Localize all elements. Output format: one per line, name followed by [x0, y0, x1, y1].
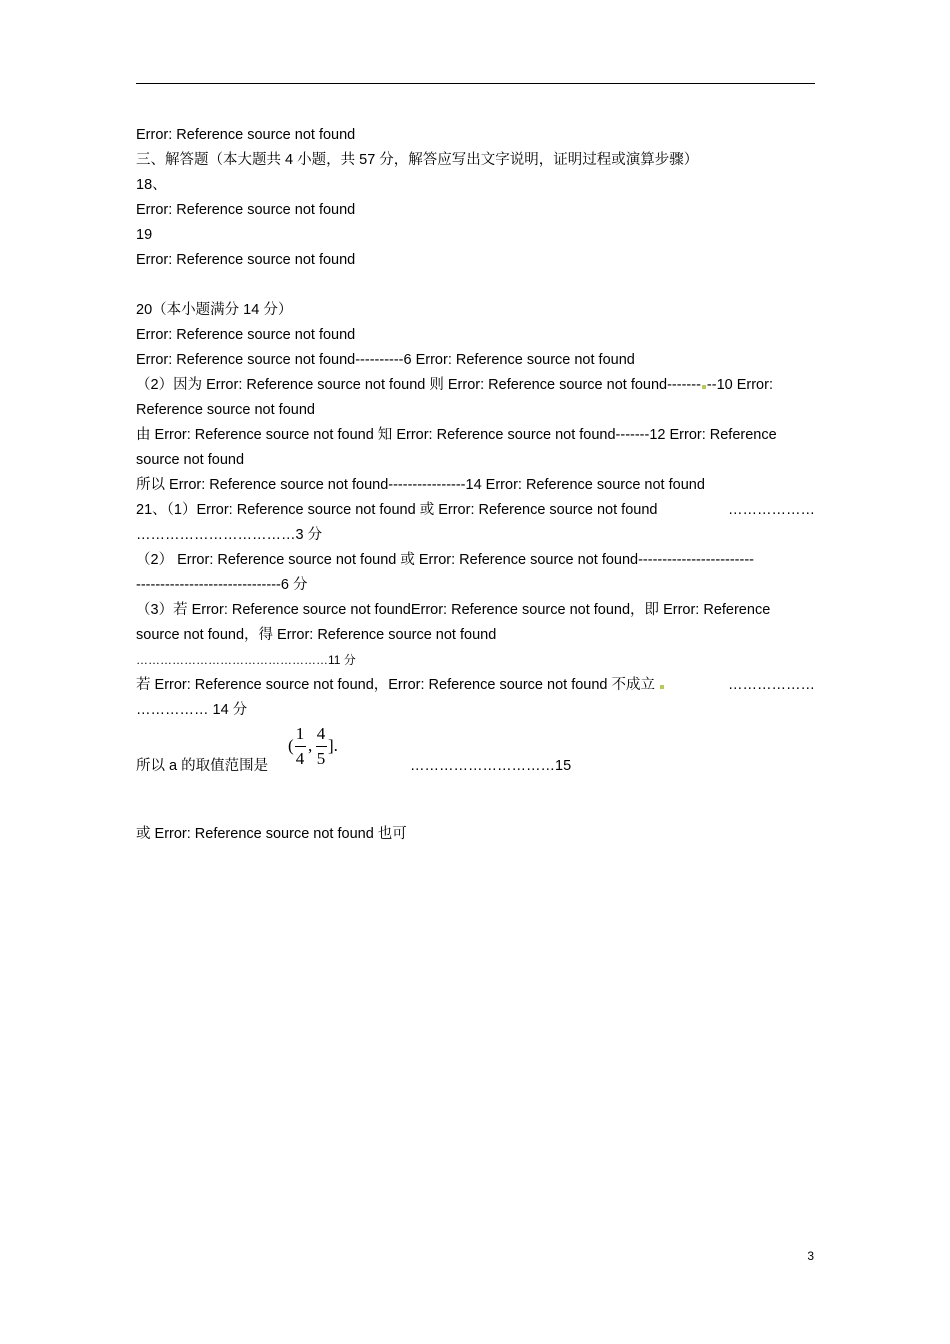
- text-line: source not found: [136, 452, 245, 468]
- fraction-numerator: 4: [316, 724, 326, 743]
- fraction-denominator: 5: [316, 749, 326, 768]
- text-line: Error: Reference source not found: [136, 202, 356, 218]
- text-line: Error: Reference source not found: [136, 327, 356, 343]
- fraction-close: ].: [328, 736, 338, 755]
- fraction-bar: [316, 746, 327, 747]
- text-line: ------------------------------6 分: [136, 577, 308, 593]
- text-line: source not found，得 Error: Reference source not found: [136, 627, 497, 643]
- text-line: Reference source not found: [136, 402, 315, 418]
- text-line: 或 Error: Reference source not found 也可: [136, 826, 407, 842]
- dot-leader-line: …………………………………………11 分: [136, 653, 356, 667]
- text-segment: （2）因为 Error: Reference source not found 则 Error: Reference source not found-------: [136, 377, 701, 393]
- text-line: 所以 Error: Reference source not found----------------14 Error: Reference source not found: [136, 477, 705, 493]
- highlight-mark: [660, 685, 664, 689]
- text-line: 所以 a 的取值范围是: [136, 758, 269, 774]
- text-line: Error: Reference source not found----------6 Error: Reference source not found: [136, 352, 635, 368]
- dot-leader-line: ……………………………3 分: [136, 527, 323, 543]
- text-segment: 若 Error: Reference source not found，Error: Reference source not found 不成立: [136, 677, 656, 693]
- text-line: Error: Reference source not found: [136, 252, 356, 268]
- fraction-denominator: 4: [295, 749, 305, 768]
- fraction-comma: ,: [308, 736, 313, 755]
- highlight-mark: [702, 385, 706, 389]
- header-rule: [136, 83, 815, 84]
- question-number: 19: [136, 227, 153, 243]
- section-heading: 三、解答题（本大题共 4 小题，共 57 分，解答应写出文字说明，证明过程或演算步骤）: [136, 152, 699, 168]
- fraction-bar: [295, 746, 306, 747]
- dot-leader: ………………: [728, 502, 815, 518]
- text-line: [136, 376, 815, 394]
- dot-leader-line: …………… 14 分: [136, 702, 248, 718]
- page-number: 3: [807, 1249, 814, 1263]
- question-heading: 20（本小题满分 14 分）: [136, 302, 293, 318]
- text-line: （3）若 Error: Reference source not foundError: Reference source not found，即 Error: Reference: [136, 602, 771, 618]
- text-line: [136, 501, 815, 519]
- text-line: [136, 676, 815, 694]
- text-segment: 21、（1）Error: Reference source not found 或 Error: Reference source not found: [136, 502, 658, 518]
- fraction-open: (: [288, 736, 294, 755]
- text-segment: --10 Error:: [706, 377, 773, 393]
- text-line: 由 Error: Reference source not found 知 Error: Reference source not found-------12 Error: Reference: [136, 427, 777, 443]
- dot-leader-line: …………………………15: [410, 758, 572, 774]
- text-line: Error: Reference source not found: [136, 127, 356, 143]
- text-line: [136, 551, 815, 569]
- question-number: 18、: [136, 177, 167, 193]
- fraction-numerator: 1: [295, 724, 305, 743]
- dot-leader: ………………: [728, 677, 815, 693]
- text-segment: （2） Error: Reference source not found 或 Error: Reference source not found------------------------: [136, 552, 754, 568]
